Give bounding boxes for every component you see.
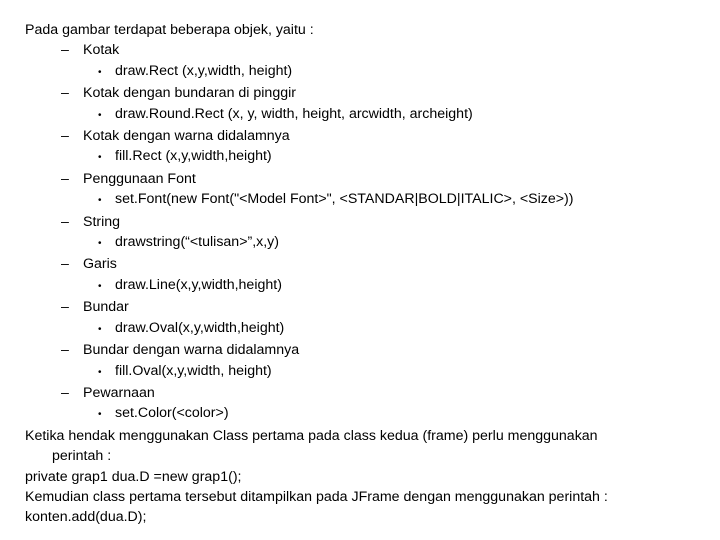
sub-list-item xyxy=(25,189,705,211)
item-detail: drawstring(“<tulisan>”,x,y) xyxy=(115,234,279,251)
dash-marker: – xyxy=(61,85,69,102)
item-label: Kotak dengan bundaran di pinggir xyxy=(83,85,296,102)
dash-marker: – xyxy=(61,299,69,316)
item-label: Kotak xyxy=(83,42,120,59)
bullet-marker: • xyxy=(98,109,102,121)
item-detail: set.Font(new Font("<Model Font>", <STANDAR|BOLD|ITALIC>, <Size>)) xyxy=(115,191,574,208)
code-line: private grap1 dua.D =new grap1(); xyxy=(25,468,242,485)
intro-text: Pada gambar terdapat beberapa objek, yaitu : xyxy=(25,22,314,38)
item-detail: fill.Rect (x,y,width,height) xyxy=(115,148,272,165)
paragraph-line: Ketika hendak menggunakan Class pertama pada class kedua (frame) perlu menggunakan xyxy=(25,427,598,444)
dash-marker: – xyxy=(61,256,69,273)
item-detail: draw.Line(x,y,width,height) xyxy=(115,276,282,293)
list-item xyxy=(25,126,705,146)
item-label: Pewarnaan xyxy=(83,384,155,401)
sub-list-item xyxy=(25,361,705,383)
item-label: Garis xyxy=(83,256,117,273)
bullet-marker: • xyxy=(98,366,102,378)
item-label: Kotak dengan warna didalamnya xyxy=(83,128,290,145)
list-item xyxy=(25,212,705,232)
list-item xyxy=(25,40,705,60)
sub-list-item xyxy=(25,403,705,425)
list-item xyxy=(25,383,705,403)
item-label: String xyxy=(83,213,121,230)
list-item xyxy=(25,169,705,189)
dash-marker: – xyxy=(61,128,69,145)
slide-content xyxy=(25,20,705,528)
sub-list-item xyxy=(25,275,705,297)
sub-list-item xyxy=(25,146,705,168)
bullet-marker: • xyxy=(98,152,102,164)
item-label: Penggunaan Font xyxy=(83,170,196,187)
bullet-marker: • xyxy=(98,409,102,421)
dash-marker: – xyxy=(61,213,69,230)
item-detail: set.Color(<color>) xyxy=(115,405,229,422)
item-detail: draw.Round.Rect (x, y, width, height, arcwidth, archeight) xyxy=(115,105,473,122)
paragraph-continuation: perintah : xyxy=(52,448,112,465)
bullet-marker: • xyxy=(98,195,102,207)
item-label: Bundar dengan warna didalamnya xyxy=(83,342,300,359)
list-item xyxy=(25,83,705,103)
list-item xyxy=(25,297,705,317)
paragraph-line: Kemudian class pertama tersebut ditampilkan pada JFrame dengan menggunakan perintah : xyxy=(25,488,608,505)
dash-marker: – xyxy=(61,384,69,401)
item-detail: fill.Oval(x,y,width, height) xyxy=(115,362,272,379)
bullet-marker: • xyxy=(98,323,102,335)
code-line: konten.add(dua.D); xyxy=(25,509,147,526)
list-item xyxy=(25,254,705,274)
sub-list-item xyxy=(25,318,705,340)
sub-list-item xyxy=(25,61,705,83)
sub-list-item xyxy=(25,104,705,126)
dash-marker: – xyxy=(61,170,69,187)
bullet-marker: • xyxy=(98,280,102,292)
list-item xyxy=(25,340,705,360)
bullet-marker: • xyxy=(98,66,102,78)
item-label: Bundar xyxy=(83,299,129,316)
item-detail: draw.Rect (x,y,width, height) xyxy=(115,62,293,79)
dash-marker: – xyxy=(61,42,69,59)
sub-list-item xyxy=(25,232,705,254)
item-detail: draw.Oval(x,y,width,height) xyxy=(115,319,285,336)
bullet-marker: • xyxy=(98,238,102,250)
dash-marker: – xyxy=(61,342,69,359)
